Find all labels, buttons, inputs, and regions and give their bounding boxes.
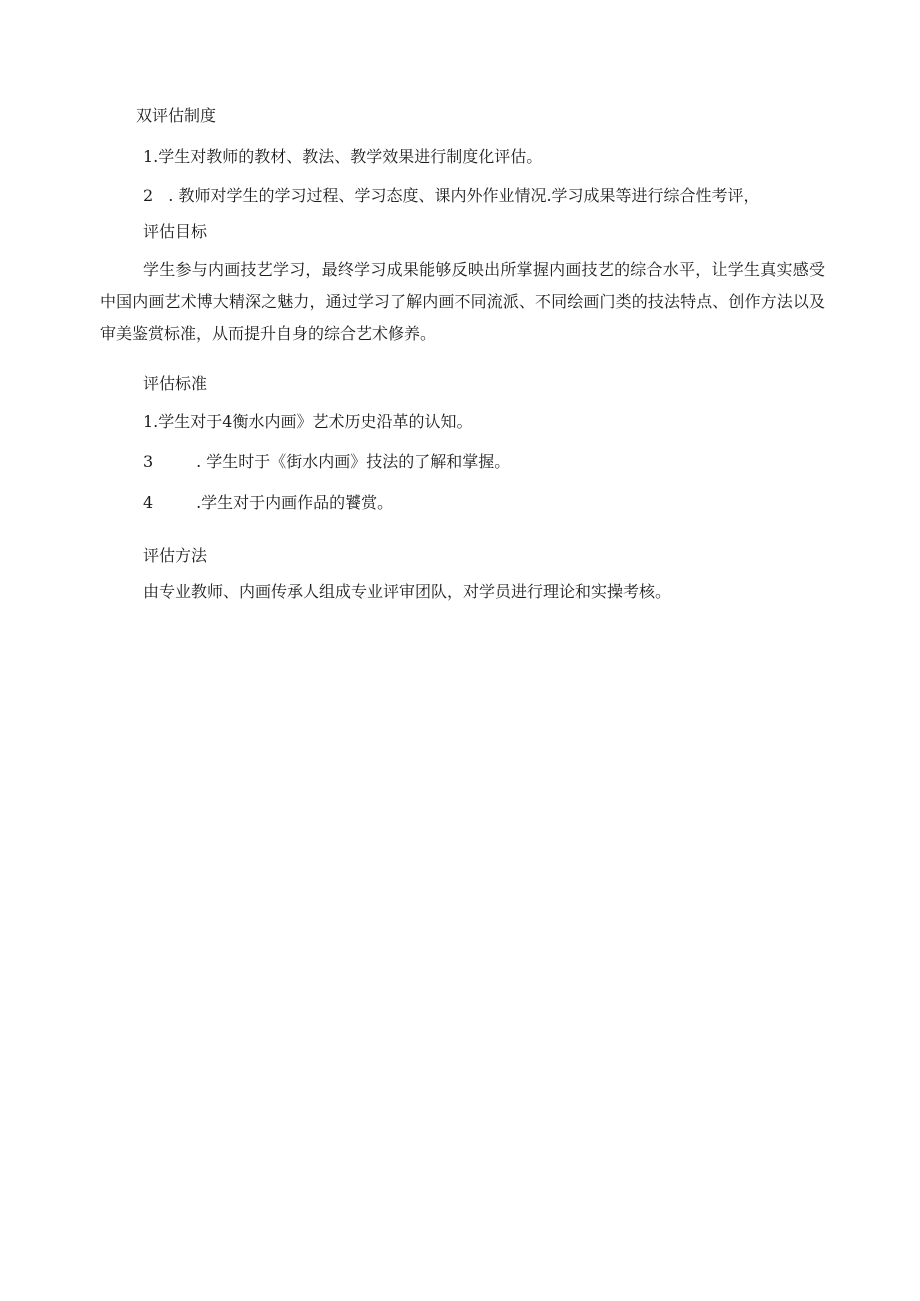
section-heading-dual-eval: 双评估制度 (136, 106, 217, 125)
standard-item-4-text: .学生对于内画作品的饕赏。 (196, 493, 394, 512)
standard-item-4-number: 4 (143, 493, 154, 512)
standard-item-3-number: 3 (143, 452, 154, 471)
standard-item-3 (143, 452, 510, 472)
dual-eval-item-2 (143, 186, 760, 206)
standard-item-4 (143, 493, 393, 513)
standard-item-3-text: . 学生时于《街水内画》技法的了解和掌握。 (196, 452, 511, 471)
dual-eval-item-2-number: 2 (143, 186, 154, 205)
section-heading-standard: 评估标准 (143, 374, 208, 393)
method-paragraph: 由专业教师、内画传承人组成专业评审团队，对学员进行理论和实操考核。 (143, 582, 672, 601)
section-heading-method: 评估方法 (143, 546, 208, 565)
section-heading-goal: 评估目标 (143, 222, 208, 241)
standard-item-1: 1.学生对于4衡水内画》艺术历史沿革的认知。 (143, 412, 473, 431)
dual-eval-item-1: 1.学生对教师的教材、教法、教学效果进行制度化评估。 (143, 147, 543, 166)
dual-eval-item-2-text: . 教师对学生的学习过程、学习态度、课内外作业情况.学习成果等进行综合性考评， (168, 186, 760, 205)
goal-paragraph: 学生参与内画技艺学习，最终学习成果能够反映出所掌握内画技艺的综合水平，让学生真实感受中国内画艺术博大精深之魅力，通过学习了解内画不同流派、不同绘画门类的技法特点、创作方法以及审美鉴赏标准，从而提升自身的综合艺术修养。 (100, 260, 825, 343)
